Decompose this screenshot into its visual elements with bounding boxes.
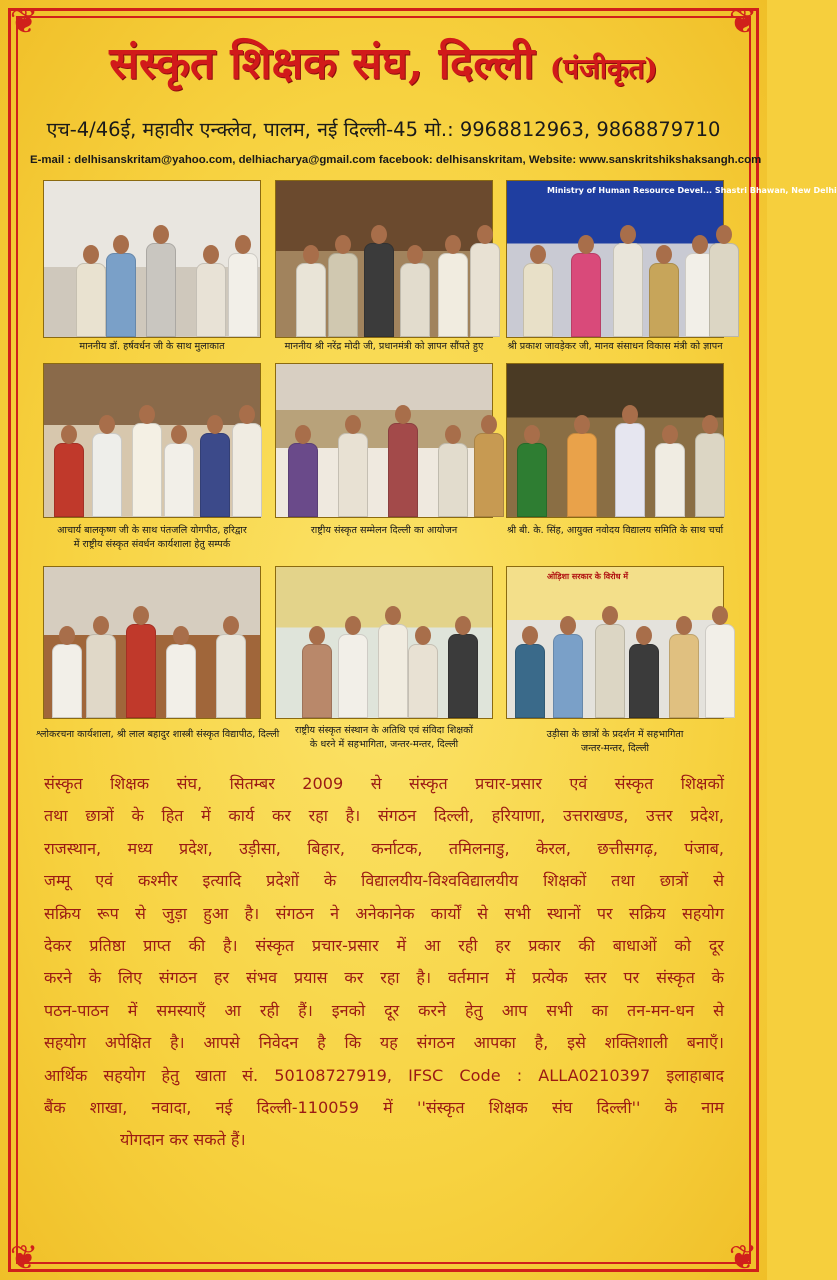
person-figure xyxy=(130,405,164,517)
person-figure xyxy=(52,425,86,517)
person-figure xyxy=(226,235,260,337)
person-figure xyxy=(569,235,603,337)
person-figure xyxy=(124,606,158,718)
person-figure xyxy=(472,415,506,517)
person-figure xyxy=(104,235,138,337)
event-photo xyxy=(43,566,261,719)
person-figure xyxy=(362,225,396,337)
person-figure xyxy=(300,626,334,718)
photo-caption xyxy=(36,340,268,354)
person-figure xyxy=(144,225,178,337)
corner-ornament-icon: ❦ xyxy=(9,1238,39,1278)
person-figure xyxy=(90,415,124,517)
person-figure xyxy=(513,626,547,718)
caption-line: माननीय श्री नरेंद्र मोदी जी, प्रधानमंत्री को ज्ञापन सौंपते हुए xyxy=(284,341,484,352)
caption-line: श्री प्रकाश जावड़ेकर जी, मानव संसाधन विकास मंत्री को ज्ञापन xyxy=(507,341,723,352)
banner-sign: Ministry of Human Resource Devel... Shastri Bhawan, New Delhi xyxy=(547,186,837,195)
address-line: एच-4/46ई, महावीर एन्क्लेव, पालम, नई दिल्ली-45 मो.: 9968812963, 9868879710 xyxy=(46,118,721,141)
person-figure xyxy=(406,626,440,718)
person-figure xyxy=(50,626,84,718)
body-line: पठन-पाठन में समस्याएँ आ रही हैं। इनको दूर करने हेतु आप सभी का तन-मन-धन से xyxy=(44,1000,724,1020)
person-figure xyxy=(164,626,198,718)
person-figure xyxy=(84,616,118,718)
person-figure xyxy=(703,606,737,718)
person-figure xyxy=(707,225,741,337)
body-line: सक्रिय रूप से जुड़ा हुआ है। संगठन ने अनेकानेक कार्यों से सभी स्थानों पर सक्रिय सहयोग xyxy=(44,903,724,923)
person-figure xyxy=(667,616,701,718)
person-figure xyxy=(286,425,320,517)
person-figure xyxy=(436,425,470,517)
event-photo xyxy=(275,180,493,338)
corner-ornament-icon: ❦ xyxy=(9,2,39,42)
person-figure xyxy=(653,425,687,517)
corner-ornament-icon: ❦ xyxy=(728,1238,758,1278)
person-figure xyxy=(468,225,502,337)
person-figure xyxy=(611,225,645,337)
body-paragraph xyxy=(44,768,724,1157)
caption-line: श्री बी. के. सिंह, आयुक्त नवोदय विद्यालय समिति के साथ चर्चा xyxy=(506,525,724,536)
body-line: जम्मू एवं कश्मीर इत्यादि प्रदेशों के विद्यालयीय-विश्वविद्यालयीय शिक्षकों तथा छात्रों से xyxy=(44,871,724,891)
person-figure xyxy=(376,606,410,718)
person-figure xyxy=(565,415,599,517)
title-text: संस्कृत शिक्षक संघ, दिल्ली xyxy=(109,38,535,89)
caption-line: आचार्य बालकृष्ण जी के साथ पंतजलि योगपीठ, हरिद्वार xyxy=(57,525,247,536)
caption-line: राष्ट्रीय संस्कृत सम्मेलन दिल्ली का आयोजन xyxy=(310,525,458,536)
caption-line: के धरने में सहभागिता, जन्तर-मन्तर, दिल्ली xyxy=(309,739,459,750)
caption-line: जन्तर-मन्तर, दिल्ली xyxy=(580,743,649,754)
banner-sign: ओड़िशा सरकार के विरोध में xyxy=(547,572,629,581)
caption-line: में राष्ट्रीय संस्कृत संवर्धन कार्यशाला हेतु सम्पर्क xyxy=(73,539,231,550)
person-figure xyxy=(74,245,108,337)
event-photo xyxy=(275,363,493,518)
person-figure xyxy=(627,626,661,718)
photo-caption xyxy=(36,524,268,552)
caption-line: माननीय डॉ. हर्षवर्धन जी के साथ मुलाकात xyxy=(79,341,225,352)
event-photo xyxy=(275,566,493,719)
body-line: करने के लिए संगठन हर संभव प्रयास कर रहा है। वर्तमान में प्रत्येक स्तर पर संस्कृत के xyxy=(44,968,724,988)
event-photo xyxy=(43,180,261,338)
body-line: आर्थिक सहयोग हेतु खाता सं. 50108727919, IFSC Code : ALLA0210397 इलाहाबाद xyxy=(44,1065,724,1085)
person-figure xyxy=(551,616,585,718)
photo-caption xyxy=(36,728,280,742)
body-line: देकर प्रतिष्ठा प्राप्त की है। संस्कृत प्रचार-प्रसार में आ रही हर प्रकार की बाधाओं को दूर xyxy=(44,936,724,956)
body-line: संस्कृत शिक्षक संघ, सितम्बर 2009 से संस्कृत प्रचार-प्रसार एवं संस्कृत शिक्षकों xyxy=(44,774,724,793)
contact-line: E-mail : delhisanskritam@yahoo.com, delhiacharya@gmail.com facebook: delhisanskritam, Website: www.sanskritshikshaksangh.com xyxy=(30,154,762,166)
person-figure xyxy=(198,415,232,517)
person-figure xyxy=(294,245,328,337)
photo-caption xyxy=(268,524,500,538)
corner-ornament-icon: ❦ xyxy=(728,2,758,42)
person-figure xyxy=(194,245,228,337)
person-figure xyxy=(613,405,647,517)
person-figure xyxy=(693,415,727,517)
event-photo xyxy=(506,180,837,338)
caption-line: उड़ीसा के छात्रों के प्रदर्शन में सहभागिता xyxy=(546,729,684,740)
body-line: बैंक शाखा, नवादा, नई दिल्ली-110059 में ''संस्कृत शिक्षक संघ दिल्ली'' के नाम xyxy=(44,1098,724,1118)
person-figure xyxy=(336,616,370,718)
event-photo xyxy=(43,363,261,518)
caption-line: राष्ट्रीय संस्कृत संस्थान के अतिथि एवं संविदा शिक्षकों xyxy=(295,725,473,736)
body-line: सहयोग अपेक्षित है। आपसे निवेदन है कि यह संगठन आपका है, इसे शक्तिशाली बनाएँ। xyxy=(44,1033,724,1053)
person-figure xyxy=(593,606,627,718)
person-figure xyxy=(162,425,196,517)
photo-caption xyxy=(499,340,731,354)
body-line: राजस्थान, मध्य प्रदेश, उड़ीसा, बिहार, कर्नाटक, तमिलनाडु, केरल, छत्तीसगढ़, पंजाब, xyxy=(44,838,724,858)
body-line: योगदान कर सकते हैं। xyxy=(120,1130,246,1150)
person-figure xyxy=(515,425,549,517)
photo-caption xyxy=(268,340,500,354)
person-figure xyxy=(230,405,264,517)
body-line: तथा छात्रों के हित में कार्य कर रहा है। संगठन दिल्ली, हरियाणा, उत्तराखण्ड, उत्तर प्रदेश, xyxy=(44,806,724,826)
person-figure xyxy=(336,415,370,517)
photo-caption xyxy=(268,724,500,752)
person-figure xyxy=(521,245,555,337)
person-figure xyxy=(386,405,420,517)
event-photo xyxy=(506,363,724,518)
registered-label: (पंजीकृत) xyxy=(549,52,658,85)
person-figure xyxy=(326,235,360,337)
person-figure xyxy=(214,616,248,718)
caption-line: श्लोकरचना कार्यशाला, श्री लाल बहादुर शास्त्री संस्कृत विद्यापीठ, दिल्ली xyxy=(36,729,280,740)
photo-caption xyxy=(499,524,731,538)
page-title xyxy=(40,34,727,99)
person-figure xyxy=(446,616,480,718)
photo-caption xyxy=(499,728,731,756)
person-figure xyxy=(436,235,470,337)
person-figure xyxy=(647,245,681,337)
event-photo xyxy=(506,566,724,719)
person-figure xyxy=(398,245,432,337)
